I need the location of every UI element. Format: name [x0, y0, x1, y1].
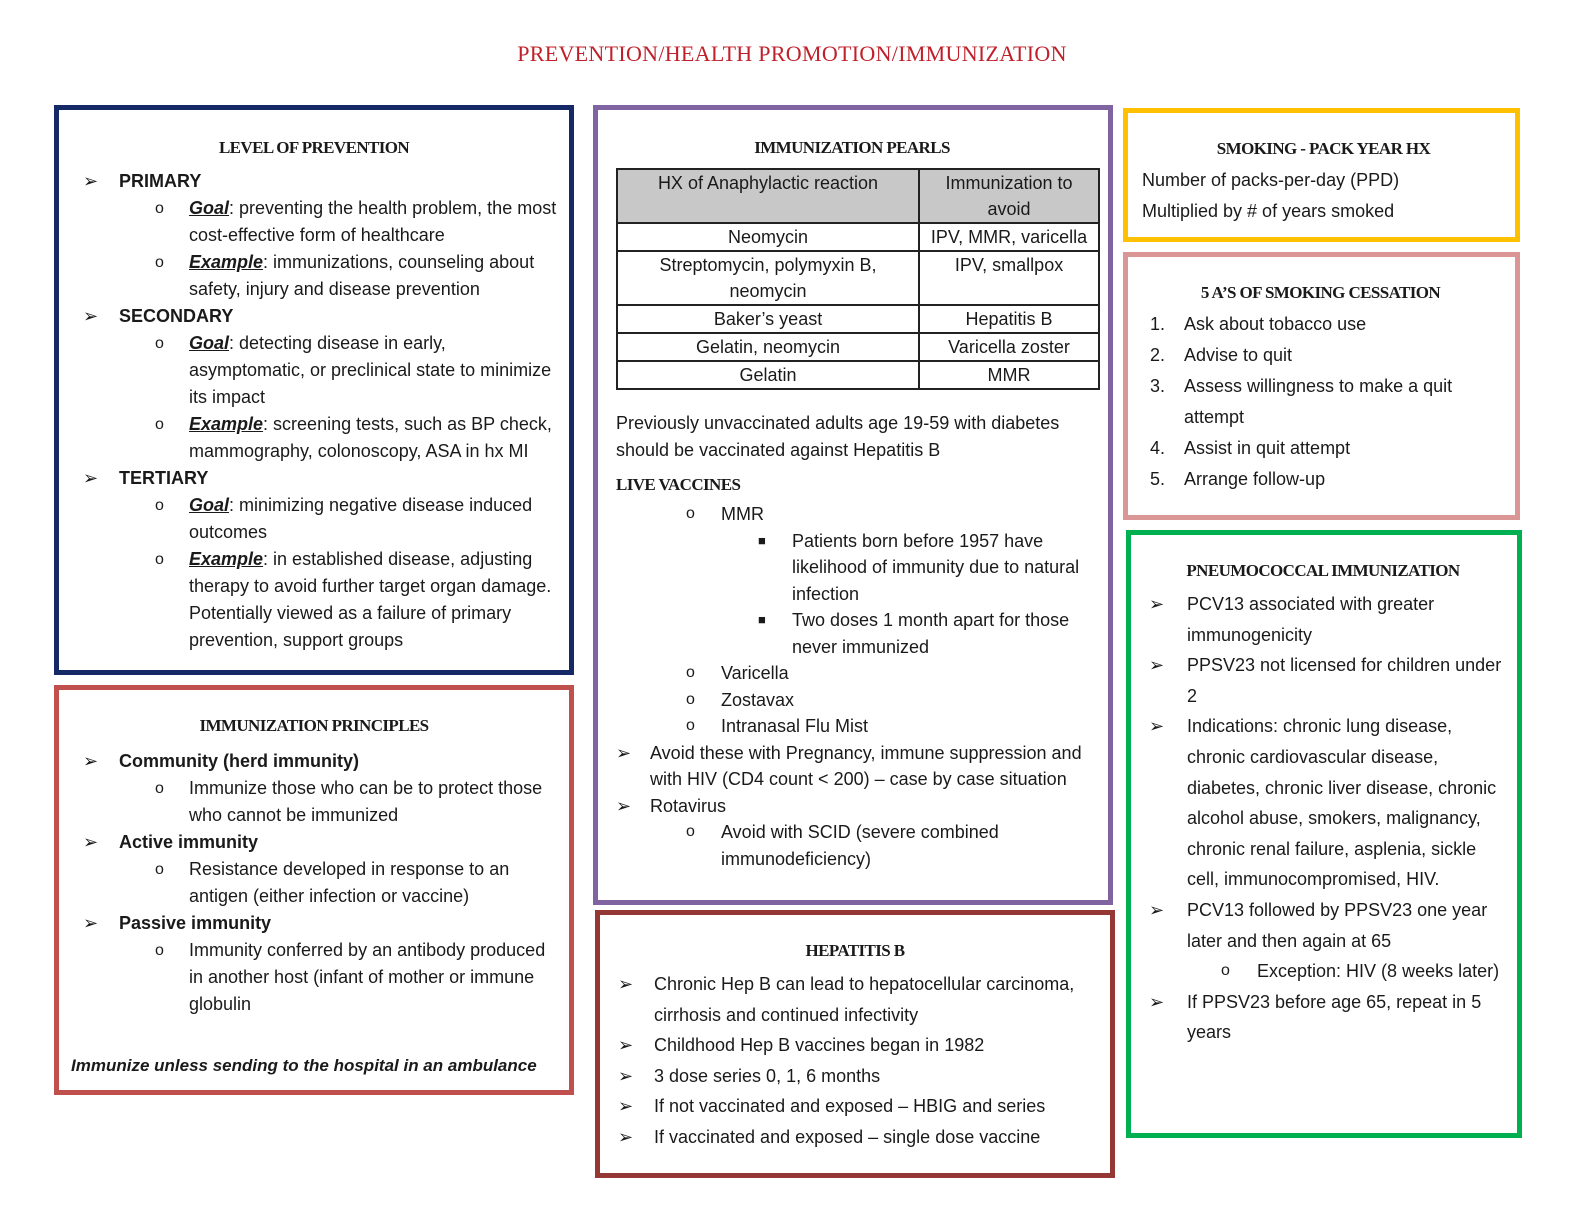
- hepb-list: [610, 969, 1100, 1152]
- square-bullet-icon: ■: [758, 612, 766, 627]
- table-row: [617, 305, 1099, 333]
- live-mmr: o MMR: [606, 501, 1098, 528]
- cessation-step: 5. Arrange follow-up: [1150, 469, 1326, 489]
- table-row: [617, 333, 1099, 361]
- pneumo-list: [1139, 589, 1507, 1048]
- circle-bullet-icon: o: [155, 497, 164, 514]
- arrow-bullet-icon: ➢: [618, 974, 634, 994]
- table-header-row: [617, 169, 1099, 223]
- pearls-title: IMMUNIZATION PEARLS: [754, 138, 950, 157]
- smoking-box: [1123, 108, 1520, 242]
- arrow-bullet-icon: ➢: [83, 306, 99, 326]
- smoking-title: SMOKING - PACK YEAR HX: [1216, 139, 1431, 158]
- table-cell: Streptomycin, polymyxin B, neomycin: [617, 251, 919, 305]
- hepb-item: ➢ Chronic Hep B can lead to hepatocellular carcinoma, cirrhosis and continued infectivity: [610, 969, 1100, 1030]
- cessation-step: 4. Assist in quit attempt: [1150, 438, 1351, 458]
- table-cell: Varicella zoster: [919, 333, 1099, 361]
- hepb-title: HEPATITIS B: [805, 941, 905, 960]
- prevention-list: [71, 168, 557, 654]
- principles-box: [54, 685, 574, 1095]
- arrow-bullet-icon: ➢: [1149, 716, 1165, 737]
- pneumo-item: ➢ PCV13 associated with greater immunogenicity: [1139, 589, 1507, 650]
- circle-bullet-icon: o: [686, 717, 695, 734]
- level-primary: ➢ PRIMARY: [71, 168, 557, 195]
- table-row: [617, 251, 1099, 305]
- hepb-box: [595, 910, 1115, 1178]
- smoking-line-ppd: Number of packs-per-day (PPD): [1142, 170, 1400, 190]
- circle-bullet-icon: o: [1221, 962, 1230, 980]
- circle-bullet-icon: o: [155, 942, 164, 959]
- cessation-box: [1123, 252, 1520, 520]
- live-zostavax: o Zostavax: [606, 687, 1098, 714]
- prevention-box: [54, 105, 574, 675]
- table-cell: MMR: [919, 361, 1099, 389]
- pneumo-exception: o Exception: HIV (8 weeks later): [1139, 956, 1507, 987]
- arrow-bullet-icon: ➢: [1149, 655, 1165, 676]
- cessation-step: 3. Assess willingness to make a quit attempt: [1150, 376, 1453, 427]
- circle-bullet-icon: o: [155, 200, 164, 217]
- diabetes-hepb-note: Previously unvaccinated adults age 19-59 with diabetes should be vaccinated against Hepatitis B: [616, 413, 1060, 460]
- arrow-bullet-icon: ➢: [616, 742, 632, 763]
- page-title: PREVENTION/HEALTH PROMOTION/IMMUNIZATION: [517, 41, 1067, 66]
- principle-herd-detail: o Immunize those who can be to protect those who cannot be immunized: [71, 775, 557, 829]
- circle-bullet-icon: o: [155, 254, 164, 271]
- pneumo-item: ➢ Indications: chronic lung disease, chronic cardiovascular disease, diabetes, chronic liver disease, chronic alcohol abuse, smokers, malignancy, chronic renal failure, asplenia, sickle cell, immunocompromised, HIV.: [1139, 711, 1507, 895]
- table-cell: IPV, MMR, varicella: [919, 223, 1099, 251]
- anaphylaxis-table: [616, 168, 1100, 390]
- arrow-bullet-icon: ➢: [83, 468, 99, 488]
- circle-bullet-icon: o: [155, 416, 164, 433]
- principle-passive-detail: o Immunity conferred by an antibody produced in another host (infant of mother or immune globulin: [71, 937, 557, 1018]
- table-header: Immunization to avoid: [919, 169, 1099, 223]
- primary-goal: o Goal: preventing the health problem, the most cost-effective form of healthcare: [71, 195, 557, 249]
- pneumo-box: [1126, 530, 1522, 1138]
- table-cell: IPV, smallpox: [919, 251, 1099, 305]
- table-row: [617, 361, 1099, 389]
- circle-bullet-icon: o: [686, 823, 695, 840]
- arrow-bullet-icon: ➢: [1149, 991, 1165, 1012]
- live-vaccines-title: LIVE VACCINES: [616, 475, 741, 494]
- cessation-step: 1. Ask about tobacco use: [1150, 314, 1367, 334]
- principle-active-detail: o Resistance developed in response to an antigen (either infection or vaccine): [71, 856, 557, 910]
- arrow-bullet-icon: ➢: [618, 1065, 634, 1086]
- rotavirus-detail: o Avoid with SCID (severe combined immunodeficiency): [606, 819, 1098, 872]
- pneumo-item: ➢ PCV13 followed by PPSV23 one year later and then again at 65: [1139, 895, 1507, 956]
- cessation-step: 2. Advise to quit: [1150, 345, 1293, 365]
- circle-bullet-icon: o: [155, 551, 164, 568]
- live-flu-mist: o Intranasal Flu Mist: [606, 713, 1098, 740]
- level-secondary: ➢ SECONDARY: [71, 303, 557, 330]
- principles-title: IMMUNIZATION PRINCIPLES: [199, 716, 429, 735]
- table-header: HX of Anaphylactic reaction: [617, 169, 919, 223]
- arrow-bullet-icon: ➢: [616, 795, 632, 816]
- pneumo-item: ➢ PPSV23 not licensed for children under 2: [1139, 650, 1507, 711]
- arrow-bullet-icon: ➢: [83, 913, 99, 933]
- cessation-title: 5 A’S OF SMOKING CESSATION: [1200, 283, 1441, 302]
- pneumo-item: ➢ If PPSV23 before age 65, repeat in 5 years: [1139, 987, 1507, 1048]
- hepb-item: ➢ If not vaccinated and exposed – HBIG and series: [610, 1091, 1100, 1122]
- arrow-bullet-icon: ➢: [618, 1096, 634, 1116]
- circle-bullet-icon: o: [686, 664, 695, 681]
- tertiary-goal: o Goal: minimizing negative disease induced outcomes: [71, 492, 557, 546]
- rotavirus-item: ➢ Rotavirus: [606, 793, 1098, 820]
- smoking-line-years: Multiplied by # of years smoked: [1142, 201, 1395, 221]
- live-vaccines-list: [606, 501, 1098, 872]
- table-cell: Hepatitis B: [919, 305, 1099, 333]
- arrow-bullet-icon: ➢: [83, 751, 99, 771]
- mmr-point: ■ Two doses 1 month apart for those never immunized: [606, 607, 1098, 660]
- arrow-bullet-icon: ➢: [83, 171, 99, 191]
- circle-bullet-icon: o: [155, 861, 164, 878]
- principles-footer: Immunize unless sending to the hospital in an ambulance: [71, 1056, 537, 1075]
- arrow-bullet-icon: ➢: [1149, 899, 1165, 920]
- mmr-point: ■ Patients born before 1957 have likelihood of immunity due to natural infection: [606, 528, 1098, 608]
- arrow-bullet-icon: ➢: [618, 1035, 634, 1055]
- circle-bullet-icon: o: [155, 780, 164, 797]
- table-cell: Baker’s yeast: [617, 305, 919, 333]
- pneumo-title: PNEUMOCOCCAL IMMUNIZATION: [1186, 561, 1460, 580]
- primary-example: o Example: immunizations, counseling about safety, injury and disease prevention: [71, 249, 557, 303]
- table-cell: Gelatin, neomycin: [617, 333, 919, 361]
- circle-bullet-icon: o: [686, 505, 695, 522]
- avoid-item: ➢ Avoid these with Pregnancy, immune suppression and with HIV (CD4 count < 200) – case by case situation: [606, 740, 1098, 793]
- level-tertiary: ➢ TERTIARY: [71, 465, 557, 492]
- principle-herd: ➢ Community (herd immunity): [71, 748, 557, 775]
- arrow-bullet-icon: ➢: [618, 1126, 634, 1147]
- principle-passive: ➢ Passive immunity: [71, 910, 557, 937]
- table-cell: Gelatin: [617, 361, 919, 389]
- secondary-goal: o Goal: detecting disease in early, asymptomatic, or preclinical state to minimize its impact: [71, 330, 557, 411]
- table-row: [617, 223, 1099, 251]
- principle-active: ➢ Active immunity: [71, 829, 557, 856]
- hepb-item: ➢ 3 dose series 0, 1, 6 months: [610, 1061, 1100, 1092]
- hepb-item: ➢ If vaccinated and exposed – single dose vaccine: [610, 1122, 1100, 1153]
- circle-bullet-icon: o: [686, 690, 695, 708]
- arrow-bullet-icon: ➢: [1149, 594, 1165, 614]
- secondary-example: o Example: screening tests, such as BP check, mammography, colonoscopy, ASA in hx MI: [71, 411, 557, 465]
- hepb-item: ➢ Childhood Hep B vaccines began in 1982: [610, 1030, 1100, 1061]
- table-cell: Neomycin: [617, 223, 919, 251]
- tertiary-example: o Example: in established disease, adjusting therapy to avoid further target organ damage. Potentially viewed as a failure of primary prevention, support groups: [71, 546, 557, 654]
- cessation-list: [1136, 309, 1505, 495]
- principles-list: [71, 748, 557, 1018]
- live-varicella: o Varicella: [606, 660, 1098, 687]
- pearls-box: [593, 105, 1113, 905]
- prevention-title: LEVEL OF PREVENTION: [218, 138, 410, 157]
- circle-bullet-icon: o: [155, 335, 164, 352]
- arrow-bullet-icon: ➢: [83, 832, 99, 852]
- square-bullet-icon: ■: [758, 532, 766, 548]
